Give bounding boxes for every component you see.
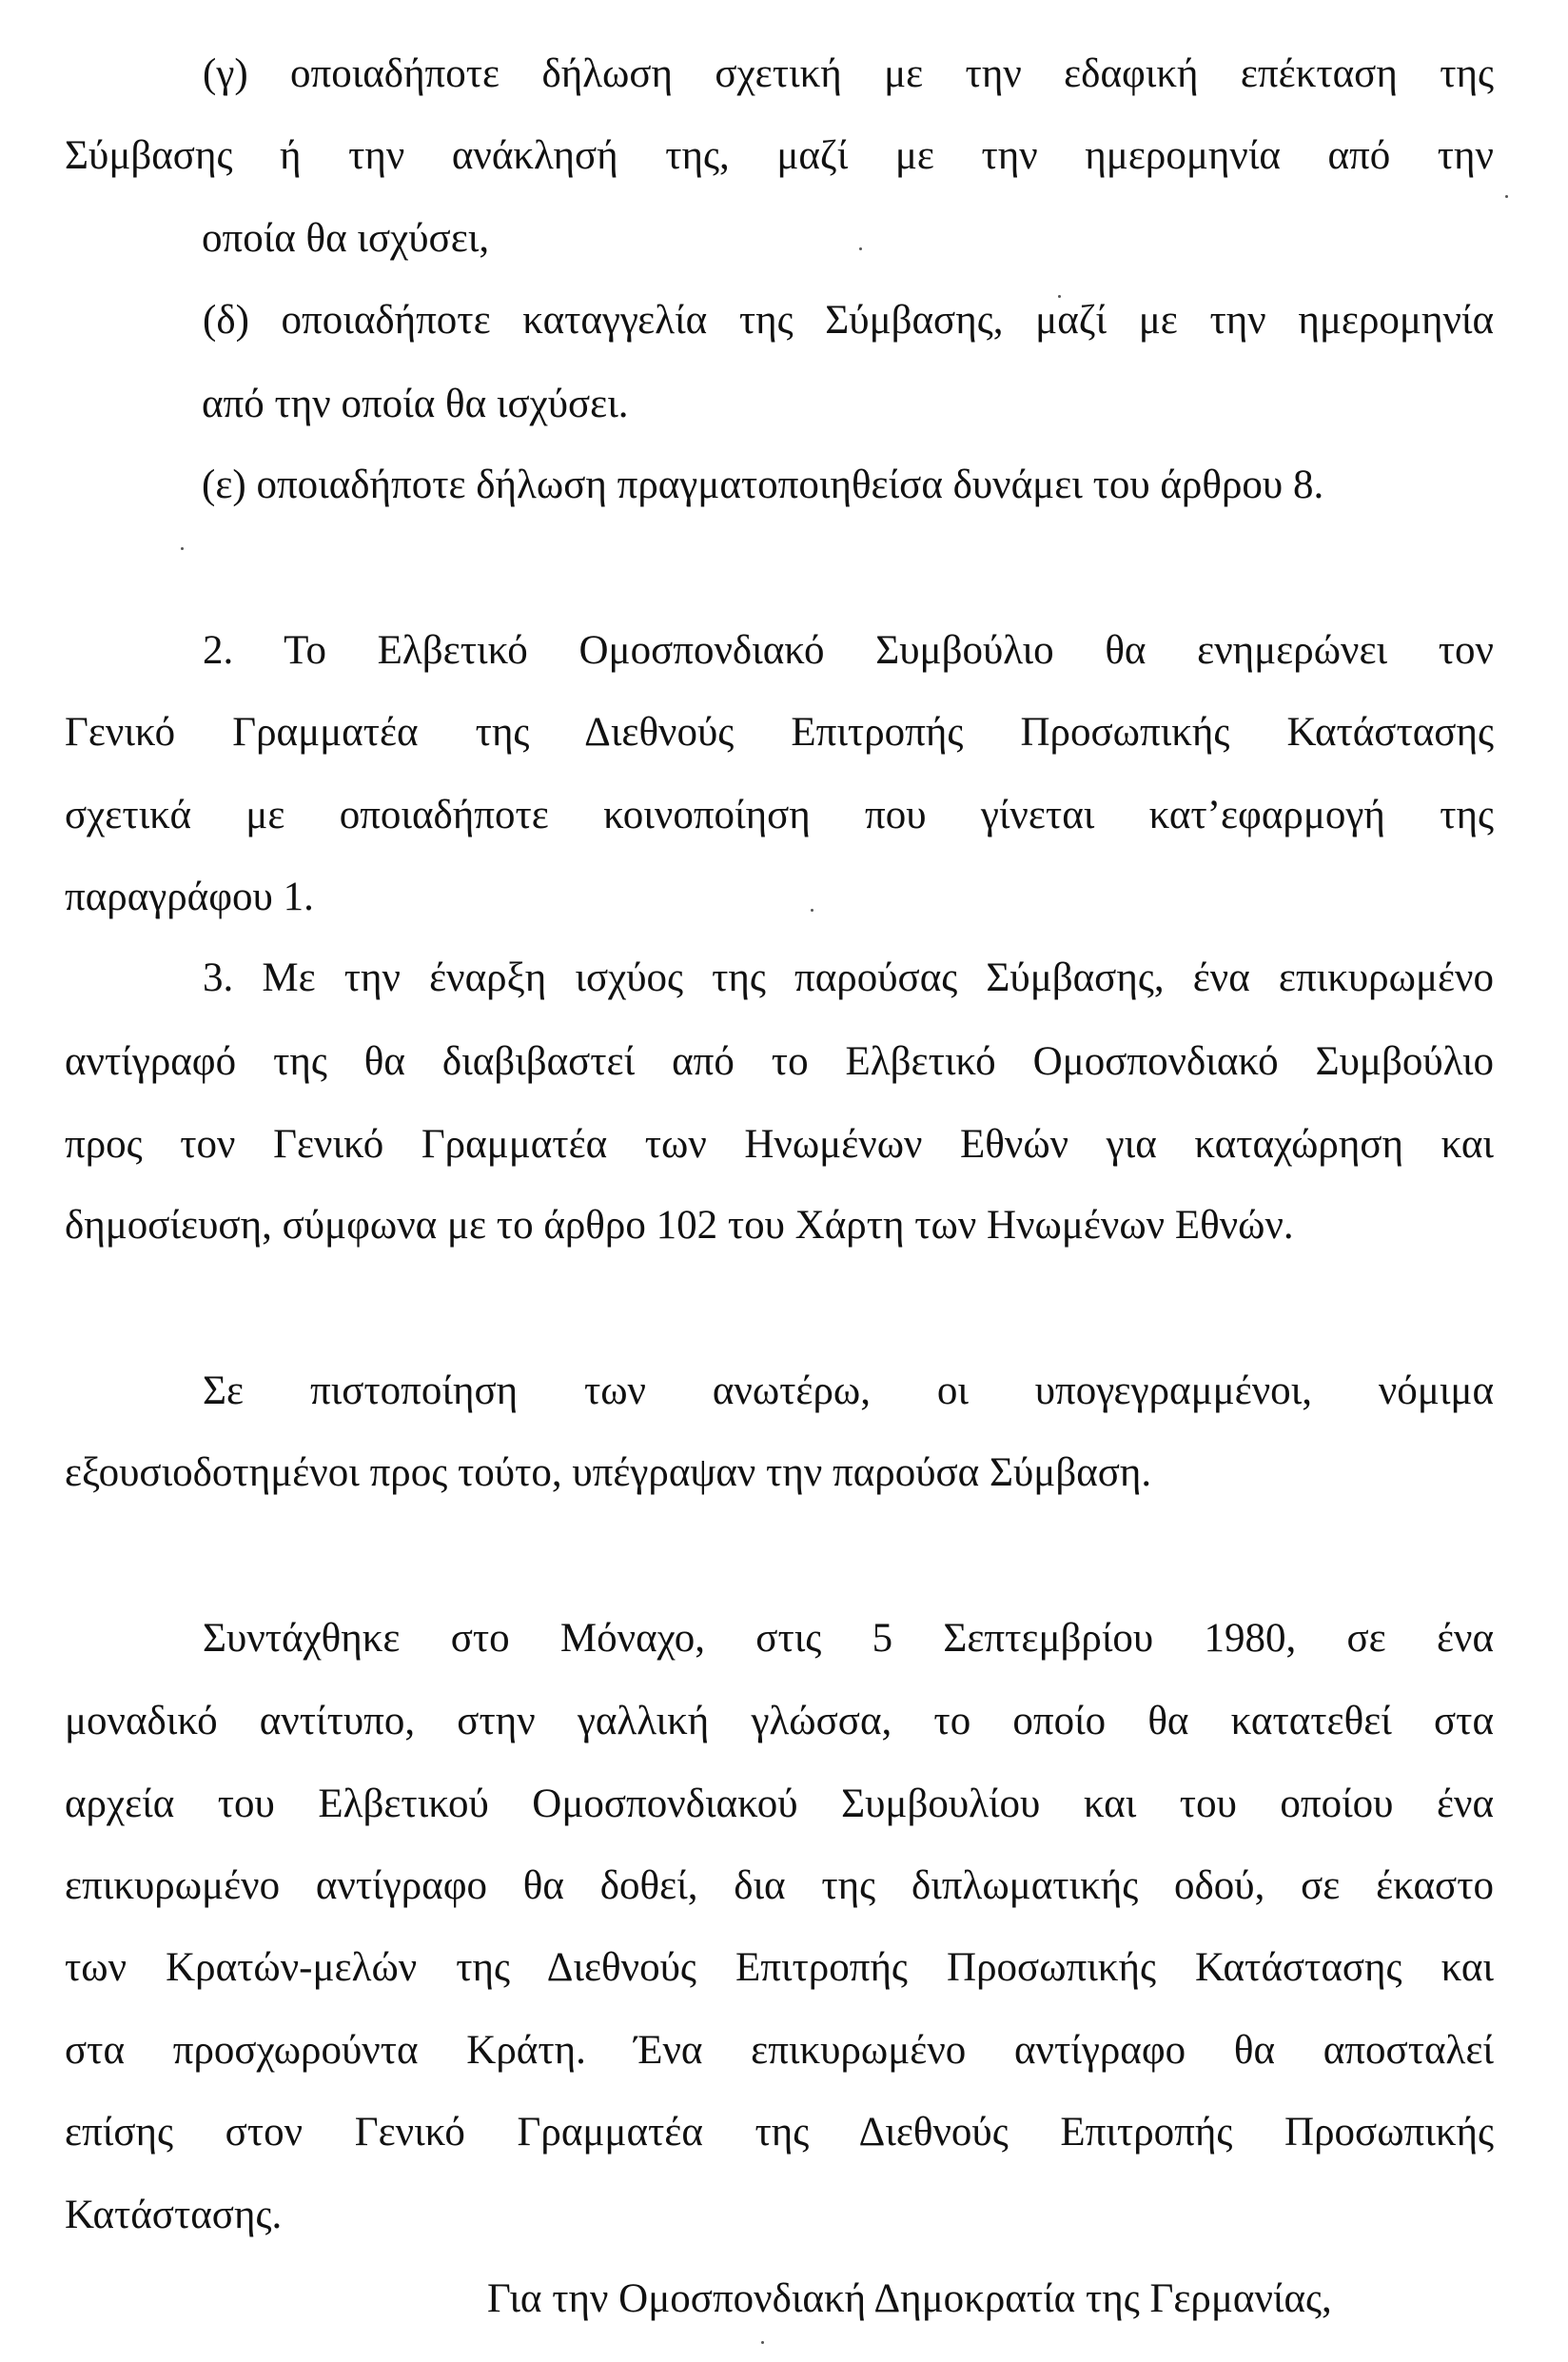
scan-speck xyxy=(859,247,862,250)
scan-speck xyxy=(761,2341,764,2344)
done-at-line-1: Συντάχθηκε στο Μόναχο, στις 5 Σεπτεμβρίου 1980, σε ένα xyxy=(203,1616,1494,1661)
paragraph-3-line-4: δημοσίευση, σύμφωνα με το άρθρο 102 του Χάρτη των Ηνωμένων Εθνών. xyxy=(65,1203,1294,1248)
scan-speck xyxy=(1505,195,1508,198)
item-g-line-1: (γ) οποιαδήποτε δήλωση σχετική με την εδαφική επέκταση της xyxy=(203,51,1494,96)
item-g-line-2: Σύμβασης ή την ανάκλησή της, μαζί με την ημερομηνία από την xyxy=(65,133,1494,178)
done-at-line-5: των Κρατών-μελών της Διεθνούς Επιτροπής Προσωπικής Κατάστασης και xyxy=(65,1945,1494,1990)
paragraph-2-line-2: Γενικό Γραμματέα της Διεθνούς Επιτροπής Προσωπικής Κατάστασης xyxy=(65,710,1494,755)
item-g-line-3: οποία θα ισχύσει, xyxy=(202,216,490,261)
done-at-line-6: στα προσχωρούντα Κράτη. Ένα επικυρωμένο αντίγραφο θα αποσταλεί xyxy=(65,2028,1494,2073)
paragraph-3-line-3: προς τον Γενικό Γραμματέα των Ηνωμένων Εθνών για καταχώρηση και xyxy=(65,1122,1494,1167)
signature-heading: Για την Ομοσπονδιακή Δημοκρατία της Γερμανίας, xyxy=(487,2276,1332,2321)
done-at-line-7: επίσης στον Γενικό Γραμματέα της Διεθνούς Επιτροπής Προσωπικής xyxy=(65,2110,1494,2155)
paragraph-3-line-2: αντίγραφό της θα διαβιβαστεί από το Ελβετικό Ομοσπονδιακό Συμβούλιο xyxy=(65,1039,1494,1084)
scan-speck xyxy=(1058,295,1061,298)
paragraph-2-line-4: παραγράφου 1. xyxy=(65,875,314,919)
item-e-line-1: (ε) οποιαδήποτε δήλωση πραγματοποιηθείσα δυνάμει του άρθρου 8. xyxy=(202,463,1324,507)
item-d-line-1: (δ) οποιαδήποτε καταγγελία της Σύμβασης, μαζί με την ημερομηνία xyxy=(203,298,1494,343)
attestation-line-1: Σε πιστοποίηση των ανωτέρω, οι υπογεγραμμένοι, νόμιμα xyxy=(203,1368,1494,1413)
scan-speck xyxy=(811,909,813,912)
paragraph-3-line-1: 3. Με την έναρξη ισχύος της παρούσας Σύμβασης, ένα επικυρωμένο xyxy=(203,955,1494,1000)
attestation-line-2: εξουσιοδοτημένοι προς τούτο, υπέγραψαν την παρούσα Σύμβαση. xyxy=(65,1450,1152,1495)
item-d-line-2: από την οποία θα ισχύσει. xyxy=(202,382,629,426)
paragraph-2-line-3: σχετικά με οποιαδήποτε κοινοποίηση που γίνεται κατ’εφαρμογή της xyxy=(65,793,1494,837)
done-at-line-3: αρχεία του Ελβετικού Ομοσπονδιακού Συμβουλίου και του οποίου ένα xyxy=(65,1781,1494,1826)
done-at-line-2: μοναδικό αντίτυπο, στην γαλλική γλώσσα, το οποίο θα κατατεθεί στα xyxy=(65,1699,1494,1743)
done-at-line-8: Κατάστασης. xyxy=(65,2193,283,2237)
paragraph-2-line-1: 2. Το Ελβετικό Ομοσπονδιακό Συμβούλιο θα ενημερώνει τον xyxy=(203,628,1494,673)
done-at-line-4: επικυρωμένο αντίγραφο θα δοθεί, δια της διπλωματικής οδού, σε έκαστο xyxy=(65,1863,1494,1908)
scan-speck xyxy=(181,547,184,550)
